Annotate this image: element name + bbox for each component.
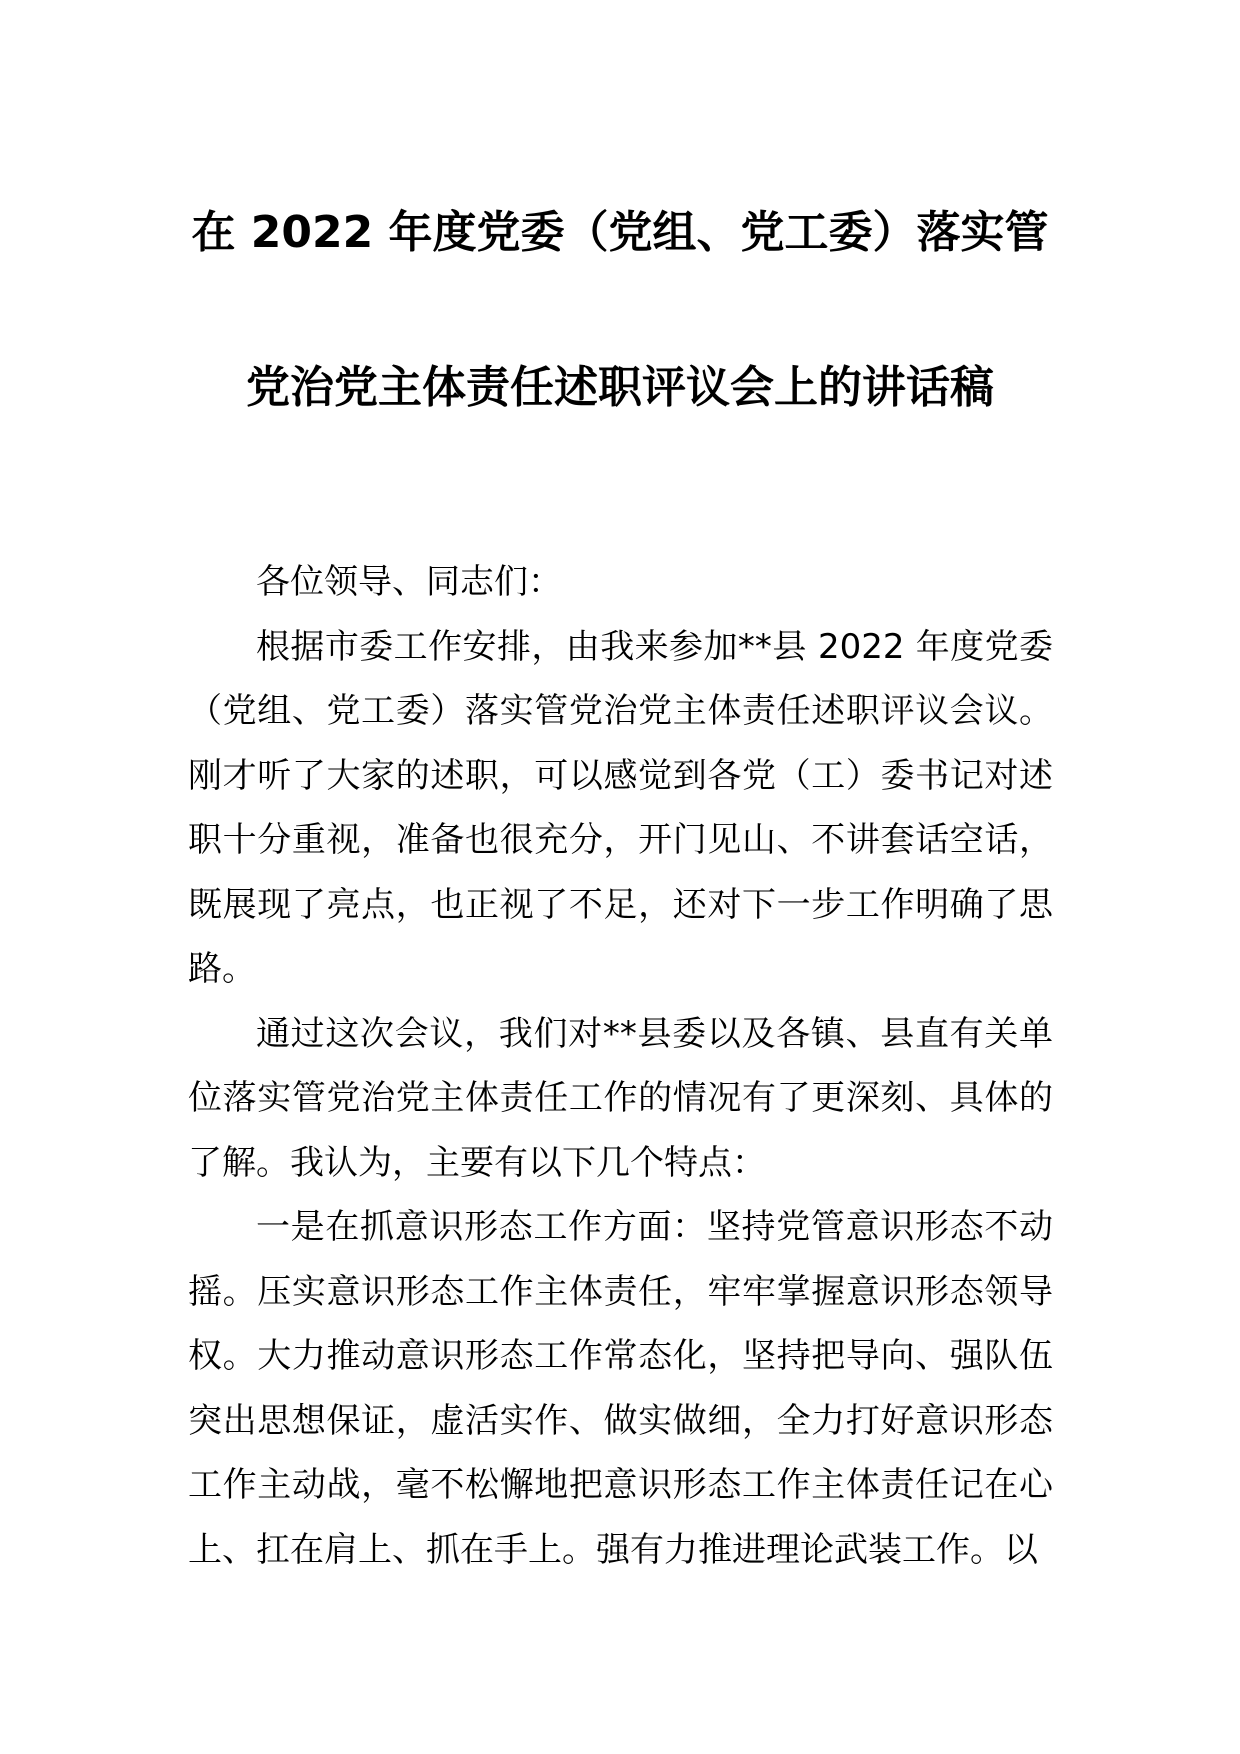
document-title-line-1: 在 2022 年度党委（党组、党工委）落实管 [191, 207, 1049, 258]
body-paragraph: 根据市委工作安排，由我来参加**县 2022 年度党委（党组、党工委）落实管党治党主体责任述职评议会议。刚才听了大家的述职，可以感觉到各党（工）委书记对述职十分重视，准备也很充分，开门见山、不讲套话空话，既展现了亮点，也正视了不足，还对下一步工作明确了思路。 [188, 626, 1053, 989]
document-body [188, 550, 1053, 1582]
body-paragraph: 通过这次会议，我们对**县委以及各镇、县直有关单位落实管党治党主体责任工作的情况有了更深刻、具体的了解。我认为，主要有以下几个特点： [188, 1013, 1053, 1183]
body-paragraph: 一是在抓意识形态工作方面：坚持党管意识形态不动摇。压实意识形态工作主体责任，牢牢掌握意识形态领导权。大力推动意识形态工作常态化，坚持把导向、强队伍突出思想保证，虚活实作、做实做细，全力打好意识形态工作主动战，毫不松懈地把意识形态工作主体责任记在心上、扛在肩上、抓在手上。强有力推进理论武装工作。以 [188, 1207, 1053, 1570]
document-title-line-2: 党治党主体责任述职评议会上的讲话稿 [246, 362, 994, 413]
salutation-paragraph: 各位领导、同志们： [256, 562, 562, 602]
